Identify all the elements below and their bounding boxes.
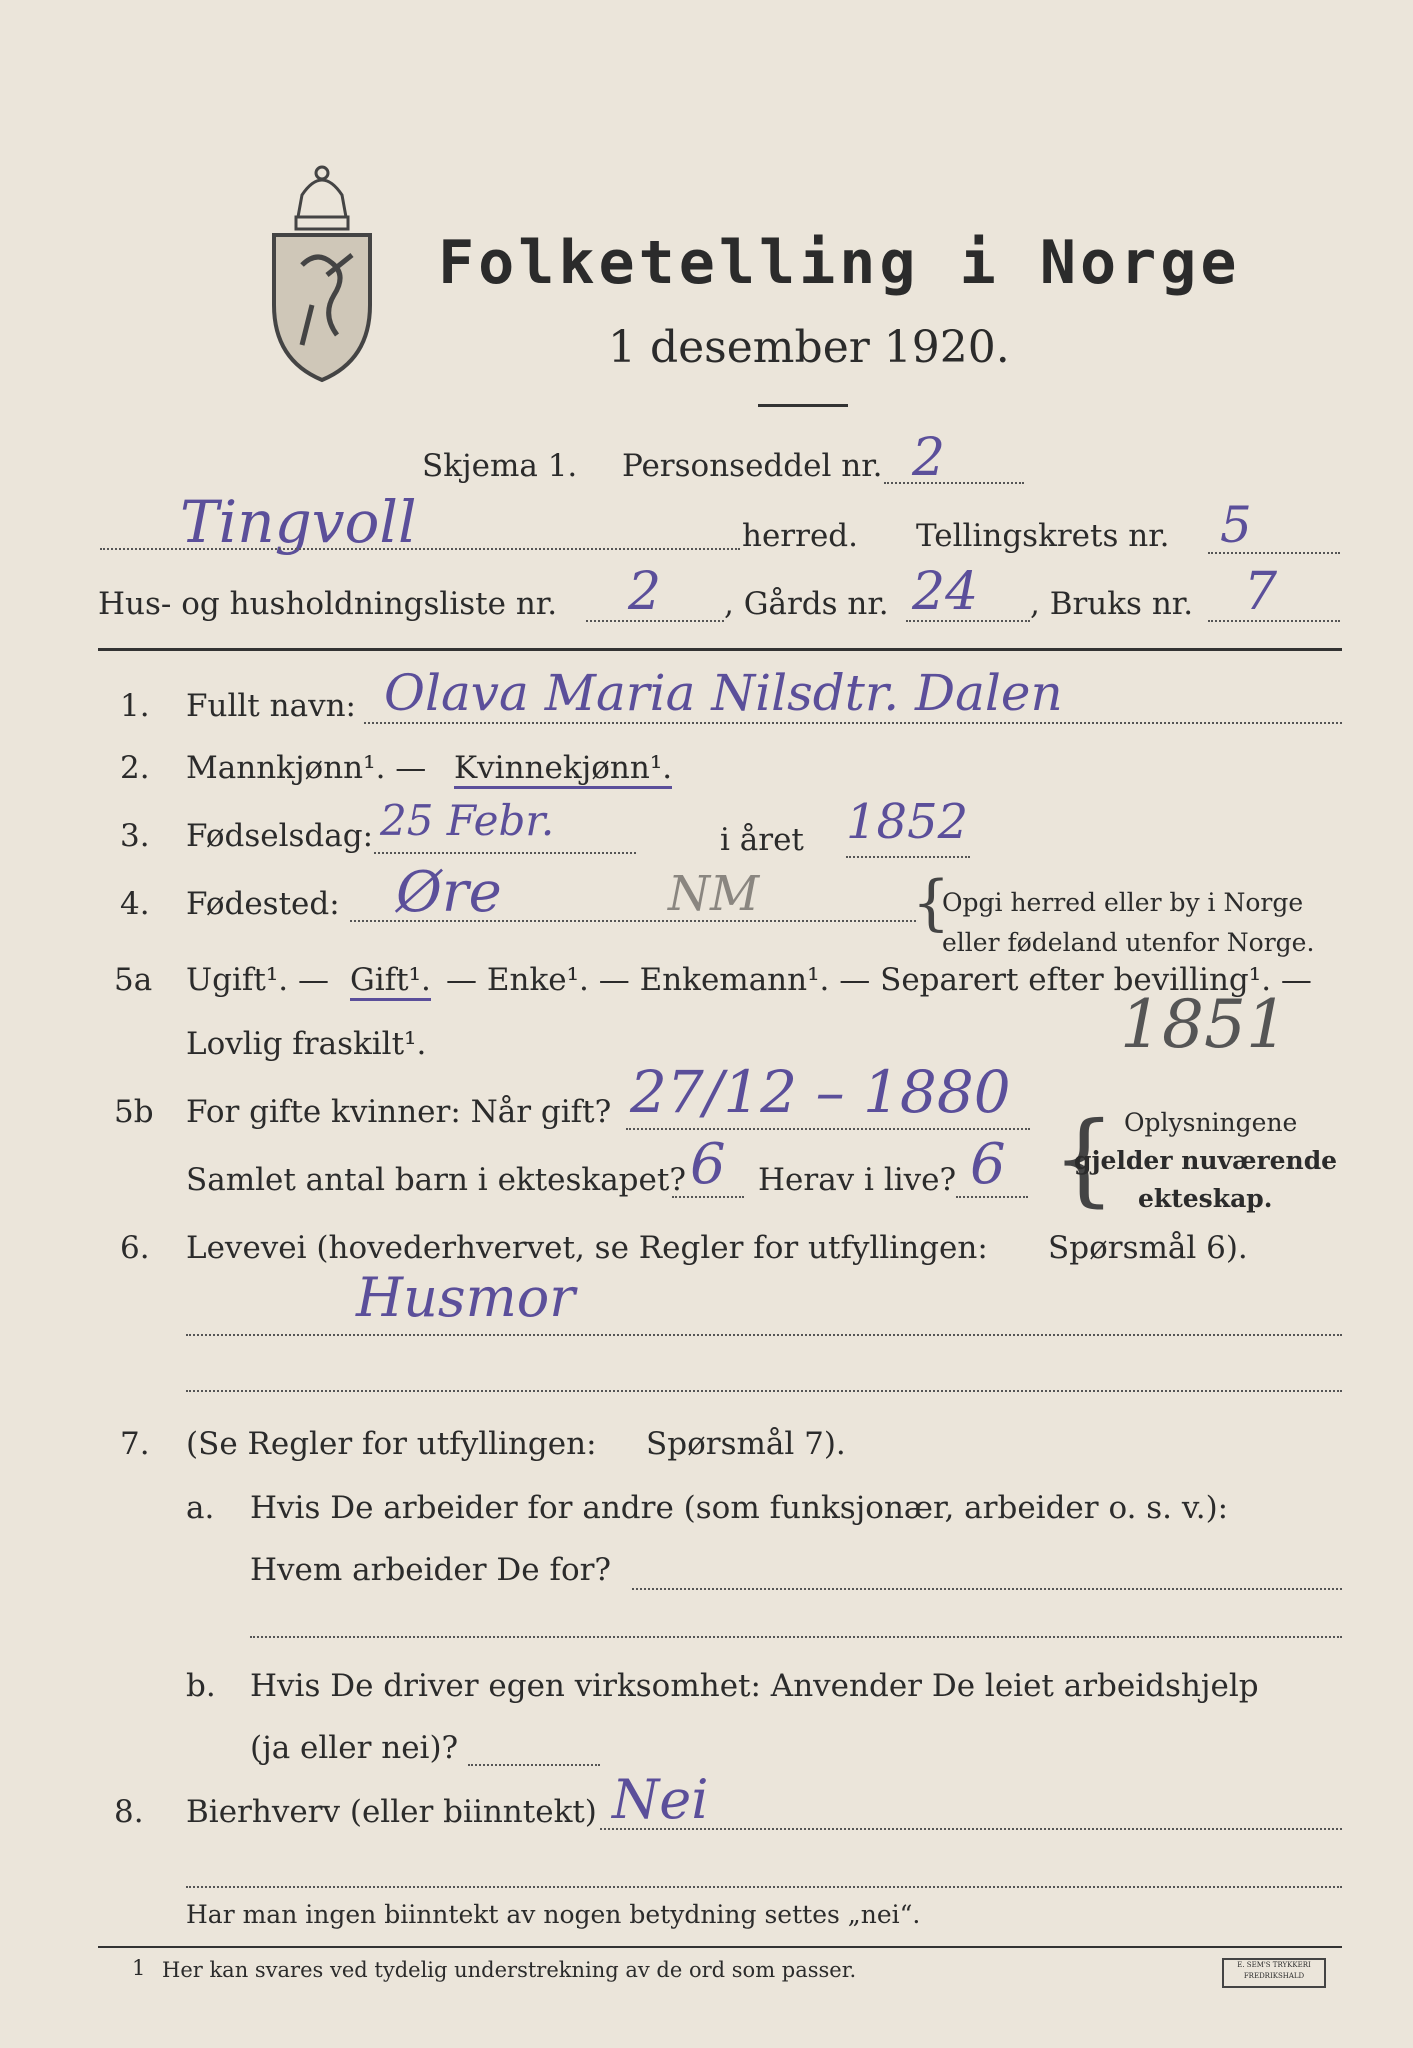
q7-label-cont: Spørsmål 7). (646, 1426, 846, 1462)
personseddel-label: Personseddel nr. (622, 448, 883, 484)
q1-number: 1. (120, 688, 150, 724)
fodested-note-line2: eller fødeland utenfor Norge. (942, 928, 1315, 957)
q7-number: 7. (120, 1426, 150, 1462)
husholdningsliste-value[interactable]: 2 (628, 562, 662, 622)
ugift-option[interactable]: Ugift¹. — (186, 962, 329, 998)
q4-label: Fødested: (186, 886, 340, 922)
header-rule (98, 648, 1342, 651)
skjema-label: Skjema 1. (422, 448, 578, 484)
q7a-answer-line2[interactable] (250, 1636, 1342, 1638)
gards-value[interactable]: 24 (912, 562, 979, 622)
herred-value[interactable]: Tingvoll (180, 488, 417, 556)
herred-label: herred. (742, 518, 858, 554)
aaret-value[interactable]: 1852 (846, 794, 969, 850)
tellingskrets-label: Tellingskrets nr. (916, 518, 1170, 554)
kvinnekjonn-option[interactable]: Kvinnekjønn¹. (454, 750, 672, 789)
q4-number: 4. (120, 886, 150, 922)
printer-stamp: E. SEM'S TRYKKERI FREDRIKSHALD (1222, 1958, 1326, 1988)
q3-label: Fødselsdag: (186, 818, 374, 854)
full-name-value[interactable]: Olava Maria Nilsdtr. Dalen (384, 664, 1063, 722)
census-date: 1 desember 1920. (608, 322, 1010, 373)
fodested-value[interactable]: Øre (396, 860, 502, 925)
levevei-value[interactable]: Husmor (356, 1266, 576, 1329)
footer-rule (98, 1946, 1342, 1948)
q7-label: (Se Regler for utfyllingen: (186, 1426, 597, 1462)
personseddel-value[interactable]: 2 (912, 428, 946, 488)
q7b-text: Hvis De driver egen virksomhet: Anvender De leiet arbeidshjelp (250, 1668, 1259, 1704)
q7a-text2: Hvem arbeider De for? (250, 1552, 612, 1588)
q5b-note-line2: gjelder nuværende (1074, 1146, 1338, 1175)
q5a-other-options[interactable]: — Enke¹. — Enkemann¹. — Separert efter bevilling¹. — (446, 962, 1312, 998)
gift-option[interactable]: Gift¹. (350, 962, 431, 1001)
live-value[interactable]: 6 (970, 1132, 1006, 1197)
census-form: Folketelling i Norge 1 desember 1920. Skjema 1. Personseddel nr. 2 Tingvoll herred. Tellingskrets nr. 5 Hus- og husholdningsliste nr. 2 , Gårds nr. 24 , Bruks nr. 7 1. Fullt navn: Olava Maria Nilsdtr. Dalen 2. Mannkjønn¹. — Kvinnekjønn¹. 3. Fødselsdag: 25 Febr. i året 1852 4. Fødested: Øre NM { Opgi herred eller by i Norge eller fødeland utenfor Norge. 5a Ugift¹. — Gift¹. — Enke¹. — Enkemann¹. — Separert efter bevilling¹. — Lovlig fraskilt¹. 1851 5b For gifte kvinner: Når gift? 27/12 – 1880 Samlet antal barn i ekteskapet? 6 Herav i live? 6 { Oplysningene gjelder nuværende ekteskap. 6. Levevei (hovederhvervet, se Regler for utfyllingen: Spørsmål 6). Husmor 7. (Se Regler for utfyllingen: Spørsmål 7). a. Hvis De arbeider for andre (som funksjonær, arbeider o. s. v.): Hvem arbeider De for? b. Hvis De driver egen virksomhet: Anvender De leiet arbeidshjelp (ja eller nei)? 8. Bierhverv (eller biinntekt) Nei Har man ingen biinntekt av nogen betydning settes „nei“. 1 Her kan svares ved tydelig understrekning av de ord som passer. E. SEM'S TRYKKERI FREDRIKSHALD (0, 0, 1413, 2048)
aaret-label: i året (720, 822, 804, 858)
q7a-answer-line[interactable] (632, 1588, 1342, 1590)
fodselsdag-value[interactable]: 25 Febr. (380, 796, 555, 845)
mannkjonn-option[interactable]: Mannkjønn¹. — (186, 750, 427, 786)
husholdningsliste-label: Hus- og husholdningsliste nr. (98, 586, 558, 622)
coat-of-arms-icon (262, 155, 382, 385)
live-label: Herav i live? (758, 1162, 957, 1198)
q7b-number: b. (186, 1668, 216, 1704)
bierhverv-value[interactable]: Nei (612, 1768, 709, 1831)
q6-label: Levevei (hovederhvervet, se Regler for utfyllingen: (186, 1230, 988, 1266)
q5b-number: 5b (114, 1094, 154, 1130)
form-title: Folketelling i Norge (438, 228, 1241, 298)
fodested-note-line1: Opgi herred eller by i Norge (942, 888, 1304, 917)
footer-note: Har man ingen biinntekt av nogen betydning settes „nei“. (186, 1900, 921, 1929)
q1-label: Fullt navn: (186, 688, 356, 724)
q8-label: Bierhverv (eller biinntekt) (186, 1794, 597, 1830)
footnote: Her kan svares ved tydelig understrekning av de ord som passer. (162, 1958, 857, 1982)
bruks-label: , Bruks nr. (1030, 586, 1194, 622)
levevei-line2[interactable] (186, 1390, 1342, 1392)
q7b-answer-line[interactable] (468, 1764, 600, 1766)
bruks-value[interactable]: 7 (1244, 562, 1278, 622)
q7b-text2: (ja eller nei)? (250, 1730, 459, 1766)
q5b-label: For gifte kvinner: Når gift? (186, 1094, 612, 1130)
q8-number: 8. (114, 1794, 144, 1830)
tellingskrets-value[interactable]: 5 (1220, 496, 1252, 554)
q3-number: 3. (120, 818, 150, 854)
q5b-note-line3: ekteskap. (1138, 1184, 1273, 1213)
q6-number: 6. (120, 1230, 150, 1266)
q7a-number: a. (186, 1490, 215, 1526)
margin-note: 1851 (1120, 986, 1288, 1063)
title-divider (758, 404, 848, 407)
pencil-mark: NM (668, 866, 760, 922)
barn-label: Samlet antal barn i ekteskapet? (186, 1162, 686, 1198)
q5b-note-line1: Oplysningene (1124, 1108, 1298, 1137)
q7a-text: Hvis De arbeider for andre (som funksjonær, arbeider o. s. v.): (250, 1490, 1229, 1526)
q6-label-cont: Spørsmål 6). (1048, 1230, 1248, 1266)
lovlig-fraskilt-option[interactable]: Lovlig fraskilt¹. (186, 1026, 427, 1062)
naar-gift-value[interactable]: 27/12 – 1880 (630, 1058, 1011, 1126)
gards-label: , Gårds nr. (724, 586, 889, 622)
q5a-number: 5a (114, 962, 153, 998)
bierhverv-line2[interactable] (186, 1886, 1342, 1888)
q2-number: 2. (120, 750, 150, 786)
footnote-mark: 1 (132, 1956, 146, 1980)
barn-value[interactable]: 6 (690, 1132, 726, 1197)
